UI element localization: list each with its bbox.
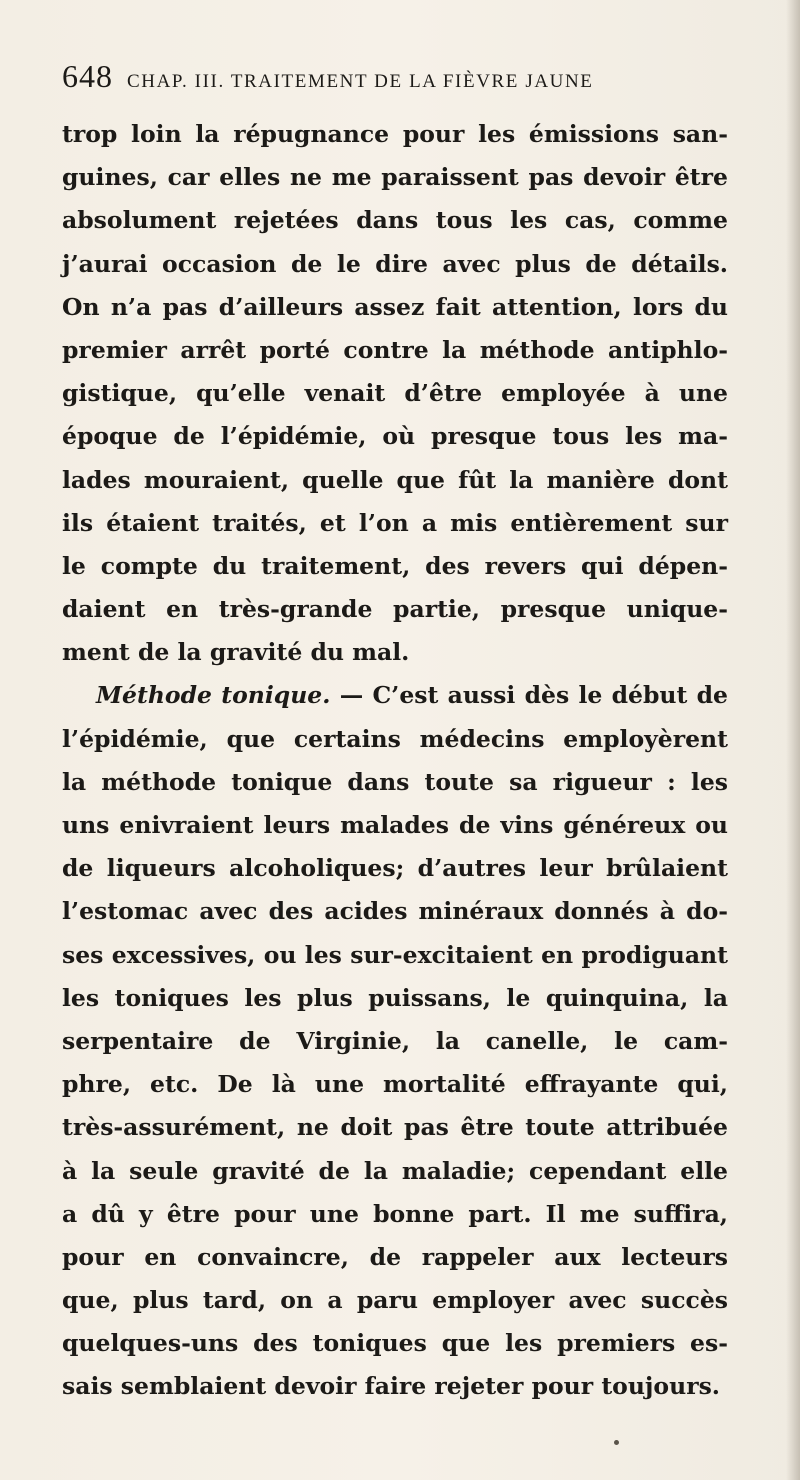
section-first-line: [62, 674, 728, 717]
text-line: daient en très-grande partie, presque unique-: [62, 595, 728, 624]
text-line: guines, car elles ne me paraissent pas devoir être: [62, 163, 728, 192]
text-line: trop loin la répugnance pour les émissions san-: [62, 120, 728, 148]
text-line: pour en convaincre, de rappeler aux lecteurs: [62, 1242, 728, 1271]
text-line: sais semblaient devoir faire rejeter pour toujours.: [62, 1372, 720, 1401]
page-edge-shadow: [786, 0, 800, 1480]
text-line: gistique, qu’elle venait d’être employée à une: [62, 379, 728, 408]
text-line: très-assurément, ne doit pas être toute attribuée: [62, 1113, 728, 1142]
text-line: l’épidémie, que certains médecins employèrent: [62, 724, 728, 753]
page-number: 648: [62, 58, 113, 94]
section-heading: Méthode tonique.: [96, 681, 331, 710]
text-line: On n’a pas d’ailleurs assez fait attention, lors du: [62, 292, 728, 321]
body-text: [62, 113, 728, 1409]
text-line: premier arrêt porté contre la méthode antiphlo-: [62, 335, 728, 364]
text-line: ment de la gravité du mal.: [62, 638, 410, 667]
text-line: serpentaire de Virginie, la canelle, le cam-: [62, 1026, 728, 1055]
running-head: [62, 58, 722, 98]
text-line: époque de l’épidémie, où presque tous les ma-: [62, 422, 728, 451]
text-line: l’estomac avec des acides minéraux donnés à do-: [62, 897, 728, 926]
text-line: les toniques les plus puissans, le quinquina, la: [62, 983, 728, 1012]
text-line: lades mouraient, quelle que fût la manière dont: [62, 465, 728, 494]
text-line: uns enivraient leurs malades de vins généreux ou: [62, 811, 728, 839]
text-line: que, plus tard, on a paru employer avec succès: [62, 1286, 728, 1315]
text-line: quelques-uns des toniques que les premiers es-: [62, 1329, 728, 1358]
text-line: ses excessives, ou les sur-excitaient en prodiguant: [62, 940, 728, 969]
text-line: à la seule gravité de la maladie; cependant elle: [62, 1156, 728, 1185]
text-line: phre, etc. De là une mortalité effrayante qui,: [62, 1070, 728, 1099]
chapter-title: CHAP. III. TRAITEMENT DE LA FIÈVRE JAUNE: [127, 71, 594, 92]
text-line: de liqueurs alcoholiques; d’autres leur brûlaient: [62, 854, 728, 883]
text-line: a dû y être pour une bonne part. Il me suffira,: [62, 1199, 728, 1228]
text-line: absolument rejetées dans tous les cas, comme: [62, 206, 728, 235]
text-line: le compte du traitement, des revers qui dépen-: [62, 551, 728, 580]
text-line: j’aurai occasion de le dire avec plus de détails.: [62, 249, 728, 278]
text-line: la méthode tonique dans toute sa rigueur : les: [62, 767, 728, 796]
ink-speck: [614, 1440, 619, 1445]
text-line: ils étaient traités, et l’on a mis entièrement sur: [62, 508, 728, 537]
section-first-line-text: — C’est aussi dès le début de: [339, 681, 728, 710]
